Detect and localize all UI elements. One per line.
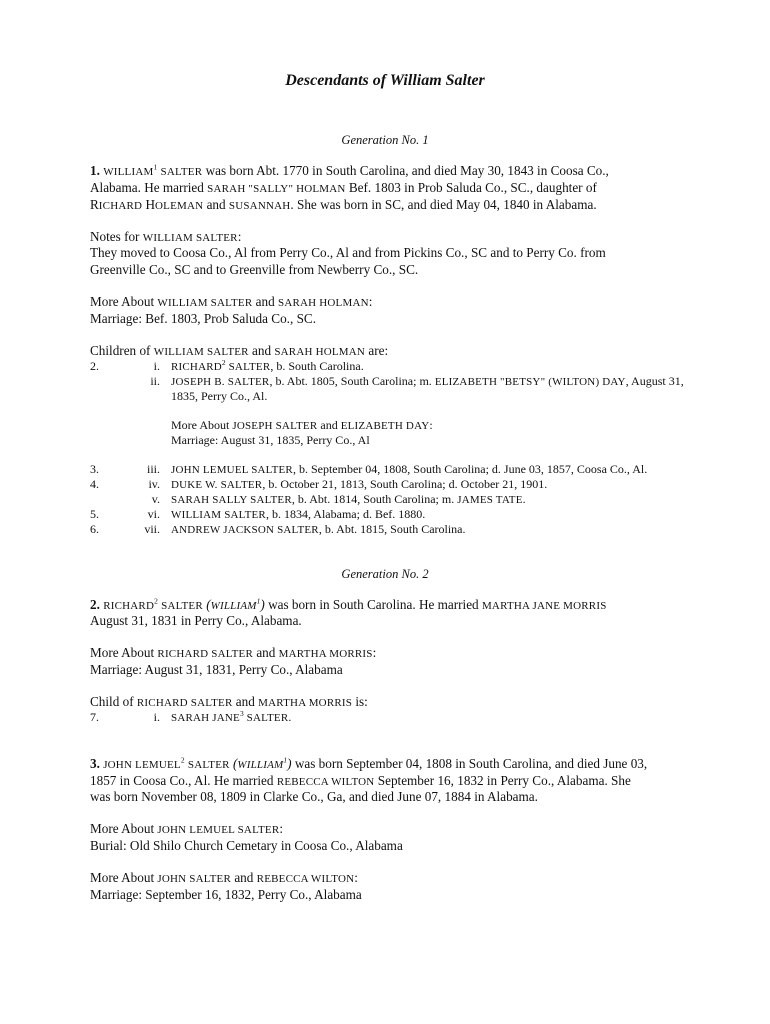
child-entry-2 [171, 374, 684, 390]
person-number: 1. [90, 163, 100, 178]
spouse-birth-death: . She was born in SC, and died May 04, 1840 in Alabama. [290, 197, 597, 212]
parent-sup: 1 [283, 755, 288, 765]
child-roman: v. [151, 492, 160, 506]
person-number: 2. [90, 597, 100, 612]
parent-name: WILLIAM [237, 759, 284, 771]
person-first-name: RICHARD [103, 600, 155, 612]
page-title: Descendants of William Salter [285, 72, 485, 89]
child-ref-number: 2. [90, 359, 99, 373]
parent-name: WILLIAM [210, 600, 257, 612]
person-name: JOHN LEMUEL SALTER [157, 824, 280, 836]
mother-name: SUSANNAH [228, 200, 291, 212]
father-name: WILLIAM SALTER [153, 346, 249, 358]
child-roman: i. [153, 710, 160, 724]
marriage-detail: September 16, 1832 in Perry Co., Alabama. She [374, 773, 631, 788]
generation-heading-1: Generation No. 1 [341, 133, 429, 147]
child-detail: , b. Abt. 1805, South Carolina; m. [269, 374, 435, 388]
paren-close: ) [287, 756, 292, 771]
birth-marriage-text: was born in South Carolina. He married [264, 597, 482, 612]
and-text: and [232, 694, 259, 709]
parent-sup: 1 [256, 596, 261, 606]
child-name: ANDREW JACKSON SALTER [171, 524, 319, 536]
more-about-heading-3 [90, 821, 283, 839]
colon: : [279, 821, 284, 836]
person-last-name: SALTER [187, 759, 230, 771]
paren-close: ) [260, 597, 265, 612]
generation-sup: 1 [153, 162, 158, 172]
person-last-name: SALTER [160, 166, 203, 178]
husband-name: RICHARD SALTER [157, 648, 254, 660]
colon: : [237, 229, 242, 244]
marriage-text: Alabama. He married [90, 180, 208, 195]
father-last-initial: H [142, 197, 155, 212]
child-more-about-heading [171, 418, 433, 434]
child-name: WILLIAM SALTER [171, 509, 266, 521]
wife-name: REBECCA WILTON [256, 873, 355, 885]
father-last-rest: OLEMAN [155, 200, 204, 212]
child-detail: , b. South Carolina. [270, 359, 364, 373]
child-detail: . [288, 710, 292, 724]
father-first-rest: ICHARD [98, 200, 143, 212]
mother-name: MARTHA MORRIS [258, 697, 353, 709]
person-3-line-3: was born November 08, 1809 in Clarke Co., Ga, and died June 07, 1884 in Alabama. [90, 789, 538, 804]
spouse-name: REBECCA WILTON [276, 776, 375, 788]
child-entry-7 [171, 522, 466, 538]
are-text: are: [365, 343, 389, 358]
child-roman: i. [153, 359, 160, 373]
child-entry-5 [171, 492, 526, 508]
mother-name: SARAH HOLMAN [274, 346, 366, 358]
child-marriage-fact: Marriage: August 31, 1835, Perry Co., Al [171, 433, 370, 447]
child-ref-number: 7. [90, 710, 99, 724]
colon: : [429, 418, 433, 432]
marriage-detail: Bef. 1803 in Prob Saluda Co., SC., daughter of [345, 180, 597, 195]
paren-open: ( [202, 597, 211, 612]
child-name: JOHN LEMUEL SALTER [171, 464, 293, 476]
child-detail-end: . [522, 492, 526, 506]
person-first-name: WILLIAM [103, 166, 154, 178]
notes-line-2: Greenville Co., SC and to Greenville from Newberry Co., SC. [90, 262, 419, 277]
child-last-name: SALTER [225, 361, 271, 373]
and-text: and [317, 418, 341, 432]
more-about-label: More About [90, 821, 158, 836]
child-detail-end: , August 31, [625, 374, 684, 388]
child-last-name: SALTER [243, 712, 289, 724]
child-first-name: RICHARD [171, 361, 222, 373]
and-text: and [248, 343, 275, 358]
child-spouse: ELIZABETH "BETSY" (WILTON) DAY [434, 376, 626, 388]
generation-sup: 2 [154, 596, 158, 606]
notes-label: Notes for [90, 229, 143, 244]
child-entry-2-line-2: 1835, Perry Co., Al. [171, 389, 268, 403]
generation-sup: 2 [180, 755, 185, 765]
child-name: SARAH SALLY SALTER [171, 494, 292, 506]
person-3-line-1 [90, 756, 647, 774]
person-number: 3. [90, 756, 100, 771]
colon: : [372, 645, 377, 660]
person-1-line-2 [90, 180, 597, 198]
marriage-fact-2: Marriage: August 31, 1831, Perry Co., Alabama [90, 662, 343, 677]
child-ref-number: 5. [90, 507, 99, 521]
person-2-line-2: August 31, 1831 in Perry Co., Alabama. [90, 613, 302, 628]
child-roman: iii. [146, 462, 160, 476]
child-entry-4 [171, 477, 547, 493]
birth-death-text: was born Abt. 1770 in South Carolina, and died May 30, 1843 in Coosa Co., [202, 163, 609, 178]
colon: : [368, 294, 373, 309]
father-name: RICHARD SALTER [136, 697, 233, 709]
child-roman: vii. [144, 522, 160, 536]
child-heading-2 [90, 694, 368, 712]
and-text: and [203, 197, 229, 212]
wife-name: SARAH HOLMAN [278, 297, 369, 309]
husband-name: JOHN SALTER [157, 873, 232, 885]
child-ref-number: 3. [90, 462, 99, 476]
child-ref-number: 6. [90, 522, 99, 536]
notes-heading [90, 229, 241, 247]
and-text: and [252, 294, 279, 309]
child-detail: , b. Abt. 1814, South Carolina; m. [291, 492, 458, 506]
child-entry-3 [171, 462, 647, 478]
children-heading-1 [90, 343, 388, 361]
burial-fact: Burial: Old Shilo Church Cemetary in Coosa Co., Alabama [90, 838, 403, 853]
child-detail: , b. September 04, 1808, South Carolina; d. June 03, 1857, Coosa Co., Al. [292, 462, 648, 476]
person-first-name: JOHN LEMUEL [103, 759, 181, 771]
child-entry-8 [171, 710, 291, 726]
child-detail: , b. 1834, Alabama; d. Bef. 1880. [265, 507, 426, 521]
child-detail: , b. October 21, 1813, South Carolina; d. October 21, 1901. [262, 477, 548, 491]
more-about-heading-4 [90, 870, 358, 888]
person-last-name: SALTER [161, 600, 203, 612]
child-spouse: JAMES TATE [457, 494, 523, 506]
more-about-label: More About [90, 294, 158, 309]
child-entry-6 [171, 507, 425, 523]
father-initial: R [90, 197, 99, 212]
child-entry-1 [171, 359, 364, 375]
child-detail: , b. Abt. 1815, South Carolina. [318, 522, 466, 536]
person-3-line-2 [90, 773, 631, 791]
person-2-line-1 [90, 597, 607, 615]
spouse-last-name: HOLMAN [296, 183, 346, 195]
husband-name: WILLIAM SALTER [157, 297, 253, 309]
generation-sup: 3 [239, 709, 244, 718]
child-first-name: SARAH JANE [171, 712, 240, 724]
child-roman: ii. [150, 374, 160, 388]
notes-line-1: They moved to Coosa Co., Al from Perry Co., Al and from Pickins Co., SC and to Perry Co. from [90, 245, 606, 260]
marriage-text: 1857 in Coosa Co., Al. He married [90, 773, 277, 788]
more-about-label: More About [90, 645, 158, 660]
is-text: is: [352, 694, 368, 709]
and-text: and [231, 870, 257, 885]
marriage-fact-1: Marriage: Bef. 1803, Prob Saluda Co., SC. [90, 311, 316, 326]
child-name: JOSEPH B. SALTER [171, 376, 270, 388]
more-about-label: More About [171, 418, 233, 432]
birth-death-text: was born September 04, 1808 in South Carolina, and died June 03, [291, 756, 648, 771]
paren-open: ( [229, 756, 238, 771]
child-name: DUKE W. SALTER [171, 479, 263, 491]
generation-heading-2: Generation No. 2 [341, 567, 429, 581]
generation-sup: 2 [221, 358, 226, 367]
wife-name: MARTHA MORRIS [278, 648, 373, 660]
children-label: Children of [90, 343, 154, 358]
child-ref-number: 4. [90, 477, 99, 491]
child-roman: iv. [148, 477, 160, 491]
spouse-name: MARTHA JANE MORRIS [481, 600, 607, 612]
spouse-first-name: SARAH "SALLY" [207, 183, 297, 195]
child-roman: vi. [147, 507, 160, 521]
more-about-heading-2 [90, 645, 376, 663]
wife-name: ELIZABETH DAY [340, 420, 430, 432]
notes-person: WILLIAM SALTER [142, 232, 238, 244]
colon: : [354, 870, 358, 885]
more-about-heading-1 [90, 294, 372, 312]
person-1-line-1 [90, 163, 609, 181]
husband-name: JOSEPH SALTER [232, 420, 318, 432]
child-label: Child of [90, 694, 137, 709]
person-1-line-3 [90, 197, 597, 215]
marriage-fact-3: Marriage: September 16, 1832, Perry Co., Alabama [90, 887, 362, 902]
and-text: and [253, 645, 279, 660]
more-about-label: More About [90, 870, 158, 885]
